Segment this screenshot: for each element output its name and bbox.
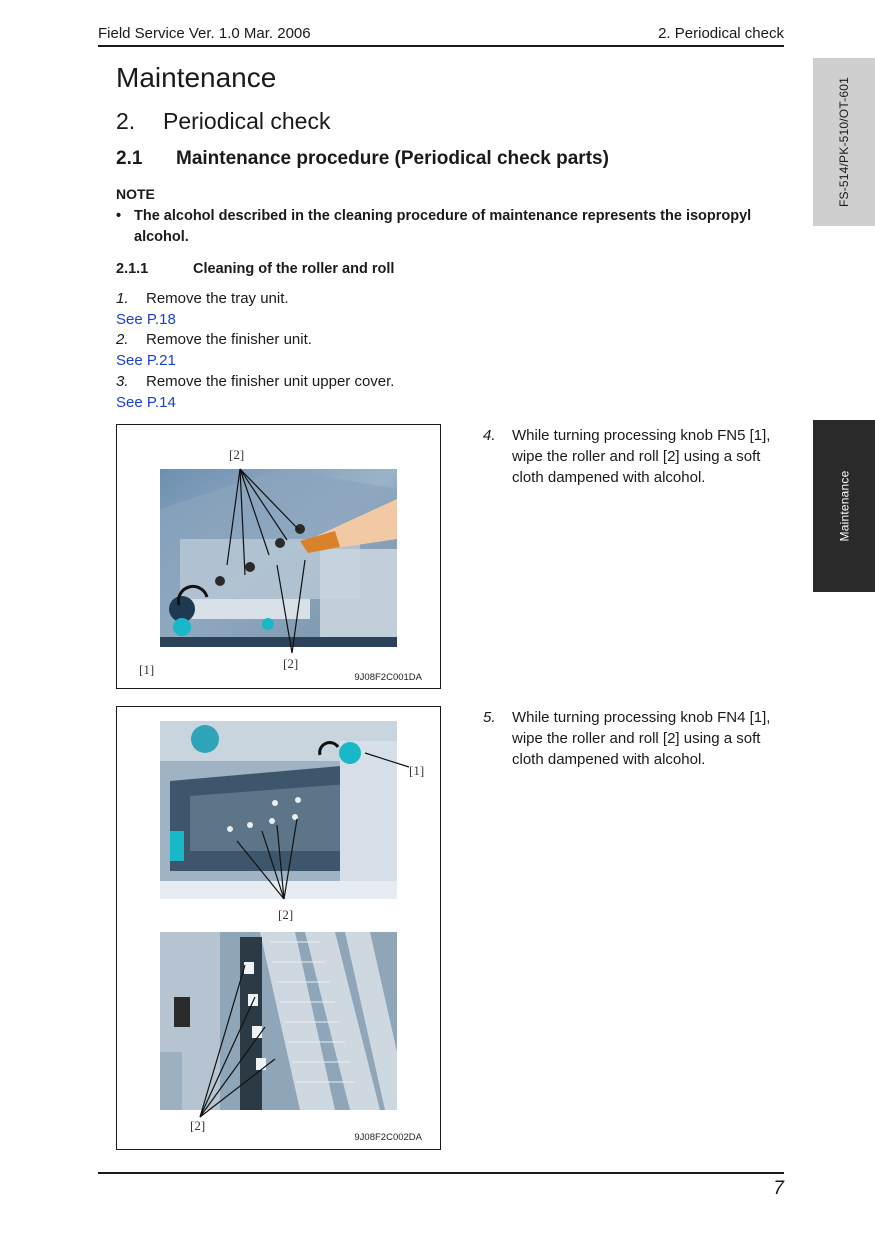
side-tab-model-label: FS-514/PK-510/OT-601 [837, 76, 852, 208]
step-2-text: Remove the finisher unit. [146, 331, 312, 348]
step-3-text: Remove the finisher unit upper cover. [146, 373, 395, 390]
section-number: 2. [116, 108, 136, 134]
section-heading [116, 108, 330, 135]
step-5 [483, 707, 788, 770]
figure-1-callout-top: [2] [229, 447, 245, 462]
footer-rule [98, 1172, 784, 1174]
note-label: NOTE [116, 186, 155, 202]
step-3 [116, 373, 394, 390]
figure-1-callout-bottom: [2] [283, 656, 299, 671]
subsection-title: Maintenance procedure (Periodical check parts) [176, 148, 609, 169]
figure-2-callout-lines [117, 707, 442, 1151]
figure-2 [116, 706, 441, 1150]
step-1-reference-link[interactable]: See P.18 [116, 311, 176, 328]
step-1 [116, 290, 289, 307]
figure-1-callout-knob: [1] [139, 662, 155, 677]
section-title: Periodical check [163, 108, 331, 134]
note-bullet-mark: • [116, 208, 122, 224]
step-1-number: 1. [116, 290, 129, 307]
header-rule [98, 45, 784, 47]
step-4-text: While turning processing knob FN5 [1], wipe the roller and roll [2] using a soft cloth dampened with alcohol. [512, 427, 771, 486]
figure-2-callout-knob: [1] [409, 763, 425, 778]
subsubsection-heading [116, 261, 394, 277]
step-1-text: Remove the tray unit. [146, 290, 289, 307]
figure-2-code: 9J08F2C002DA [354, 1132, 422, 1143]
step-2-reference-link[interactable]: See P.21 [116, 352, 176, 369]
step-5-text: While turning processing knob FN4 [1], wipe the roller and roll [2] using a soft cloth dampened with alcohol. [512, 709, 771, 768]
figure-2-callout-top-rollers: [2] [278, 907, 294, 922]
step-2 [116, 331, 312, 348]
step-2-number: 2. [116, 331, 129, 348]
page-number: 7 [773, 1178, 784, 1199]
figure-2-callout-bottom-rollers: [2] [190, 1118, 206, 1133]
step-4-number: 4. [483, 427, 496, 444]
step-3-reference-link[interactable]: See P.14 [116, 394, 176, 411]
note-bullet [116, 206, 776, 248]
step-4 [483, 425, 788, 488]
figure-1 [116, 424, 441, 689]
subsection-heading [116, 148, 609, 170]
subsubsection-title: Cleaning of the roller and roll [193, 261, 395, 277]
subsubsection-number: 2.1.1 [116, 261, 149, 277]
header-left: Field Service Ver. 1.0 Mar. 2006 [98, 25, 311, 42]
chapter-title: Maintenance [116, 62, 277, 93]
note-text: The alcohol described in the cleaning procedure of maintenance represents the isopropyl alcohol. [134, 208, 752, 245]
side-tab-maintenance [813, 420, 875, 592]
step-3-number: 3. [116, 373, 129, 390]
figure-1-code: 9J08F2C001DA [354, 672, 422, 683]
side-tab-model [813, 58, 875, 226]
subsection-number: 2.1 [116, 148, 143, 169]
header-right: 2. Periodical check [658, 25, 784, 42]
side-tab-maintenance-label: Maintenance [837, 470, 852, 542]
step-5-number: 5. [483, 709, 496, 726]
figure-1-callout-lines [117, 425, 442, 690]
